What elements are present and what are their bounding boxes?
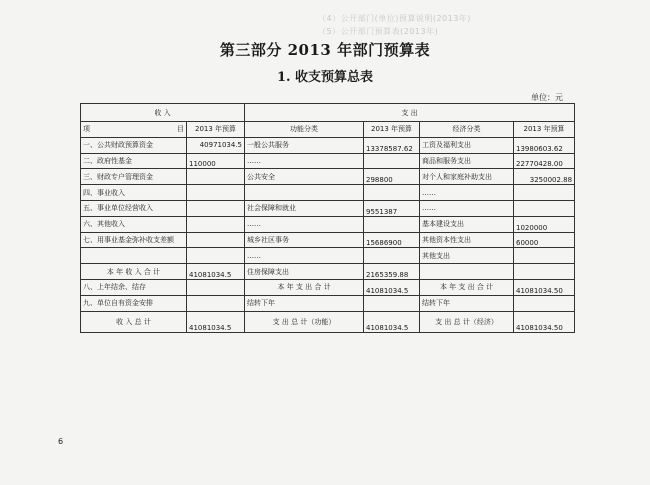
row-economic: …… (420, 185, 514, 201)
row-income-value (187, 295, 245, 311)
row-economic: 工资及福利支出 (420, 137, 514, 153)
total-function-value: 41081034.5 (364, 311, 420, 332)
row-economic: 本 年 支 出 合 计 (420, 279, 514, 295)
header-income: 收 入 (81, 104, 245, 122)
row-function: …… (245, 153, 364, 169)
header-income-budget: 2013 年预算 (187, 122, 245, 138)
total-function-label: 支 出 总 计（功能） (245, 311, 364, 332)
row-function: 公共安全 (245, 169, 364, 185)
row-income-value: 110000 (187, 153, 245, 169)
row-function: …… (245, 216, 364, 232)
table-row (81, 295, 575, 311)
row-function: 住房保障支出 (245, 264, 364, 280)
table-row (81, 200, 575, 216)
page-title: 第三部分 2013 年部门预算表 (219, 41, 431, 59)
table-row (81, 169, 575, 185)
row-function-value (364, 248, 420, 264)
header-function: 功能分类 (245, 122, 364, 138)
bleed-line-1: （4）公开部门(单位)预算说明(2013年) (318, 14, 471, 23)
row-item: 九、单位自有资金安排 (81, 295, 187, 311)
header-economic-budget: 2013 年预算 (514, 122, 575, 138)
row-income-value (187, 248, 245, 264)
row-function: …… (245, 248, 364, 264)
row-item (81, 248, 187, 264)
row-economic-value: 3250002.88 (514, 169, 575, 185)
row-function-value (364, 295, 420, 311)
row-item: 一、公共财政预算资金 (81, 137, 187, 153)
row-economic: 基本建设支出 (420, 216, 514, 232)
row-income-value (187, 216, 245, 232)
table-header-row-sections (81, 104, 575, 122)
row-economic-value: 1020000 (514, 216, 575, 232)
table-row-total (81, 311, 575, 332)
row-economic-value: 41081034.50 (514, 279, 575, 295)
table-row (81, 232, 575, 248)
bleed-line-2: （5）公开部门预算表(2013年) (318, 27, 439, 36)
row-income-value (187, 185, 245, 201)
row-income-value: 41081034.5 (187, 264, 245, 280)
row-income-value (187, 232, 245, 248)
row-economic: 结转下年 (420, 295, 514, 311)
row-function: 一般公共服务 (245, 137, 364, 153)
row-economic: 对个人和家庭补助支出 (420, 169, 514, 185)
header-project-end: 目 (177, 125, 184, 134)
row-economic-value (514, 264, 575, 280)
total-economic-value: 41081034.50 (514, 311, 575, 332)
row-economic-value (514, 185, 575, 201)
row-economic: 其他支出 (420, 248, 514, 264)
row-economic (420, 264, 514, 280)
row-function-value: 298800 (364, 169, 420, 185)
header-project (81, 122, 187, 138)
table-row (81, 248, 575, 264)
row-income-value (187, 169, 245, 185)
total-income-value: 41081034.5 (187, 311, 245, 332)
row-function-value: 9551387 (364, 200, 420, 216)
row-function-value: 13378587.62 (364, 137, 420, 153)
total-income-label: 收 入 总 计 (81, 311, 187, 332)
row-function: 社会保障和就业 (245, 200, 364, 216)
row-function-value: 41081034.5 (364, 279, 420, 295)
table-row (81, 137, 575, 153)
row-economic-value (514, 248, 575, 264)
header-function-budget: 2013 年预算 (364, 122, 420, 138)
row-economic: 商品和服务支出 (420, 153, 514, 169)
row-item: 八、上年结余、结存 (81, 279, 187, 295)
row-function: 本 年 支 出 合 计 (245, 279, 364, 295)
row-function-value (364, 153, 420, 169)
row-economic-value: 13980603.62 (514, 137, 575, 153)
row-item: 二、政府性基金 (81, 153, 187, 169)
table-row (81, 185, 575, 201)
row-income-value (187, 279, 245, 295)
total-economic-label: 支 出 总 计（经济） (420, 311, 514, 332)
row-economic: …… (420, 200, 514, 216)
row-economic: 其他资本性支出 (420, 232, 514, 248)
row-economic-value (514, 200, 575, 216)
table-row (81, 216, 575, 232)
table-row (81, 279, 575, 295)
row-item: 七、用事业基金弥补收支差额 (81, 232, 187, 248)
budget-summary-table (80, 103, 575, 333)
row-item: 五、事业单位经营收入 (81, 200, 187, 216)
row-function (245, 185, 364, 201)
row-item: 六、其他收入 (81, 216, 187, 232)
row-function-value: 2165359.88 (364, 264, 420, 280)
page-subtitle: 1. 收支预算总表 (276, 70, 374, 85)
row-economic-value: 22770428.00 (514, 153, 575, 169)
row-item: 四、事业收入 (81, 185, 187, 201)
row-function-value (364, 216, 420, 232)
row-function-value (364, 185, 420, 201)
table-row (81, 153, 575, 169)
row-function: 结转下年 (245, 295, 364, 311)
header-expense: 支 出 (245, 104, 575, 122)
row-function-value: 15686900 (364, 232, 420, 248)
row-item: 本 年 收 入 合 计 (81, 264, 187, 280)
row-income-value: 40971034.5 (187, 137, 245, 153)
bleed-through-text (318, 12, 471, 38)
header-economic: 经济分类 (420, 122, 514, 138)
row-economic-value: 60000 (514, 232, 575, 248)
row-item: 三、财政专户管理资金 (81, 169, 187, 185)
row-income-value (187, 200, 245, 216)
table-row (81, 264, 575, 280)
header-project-start: 项 (83, 125, 90, 134)
row-function: 城乡社区事务 (245, 232, 364, 248)
page-number: 6 (58, 437, 64, 446)
unit-label: 单位：元 (531, 93, 563, 102)
table-header-row-columns (81, 122, 575, 138)
row-economic-value (514, 295, 575, 311)
